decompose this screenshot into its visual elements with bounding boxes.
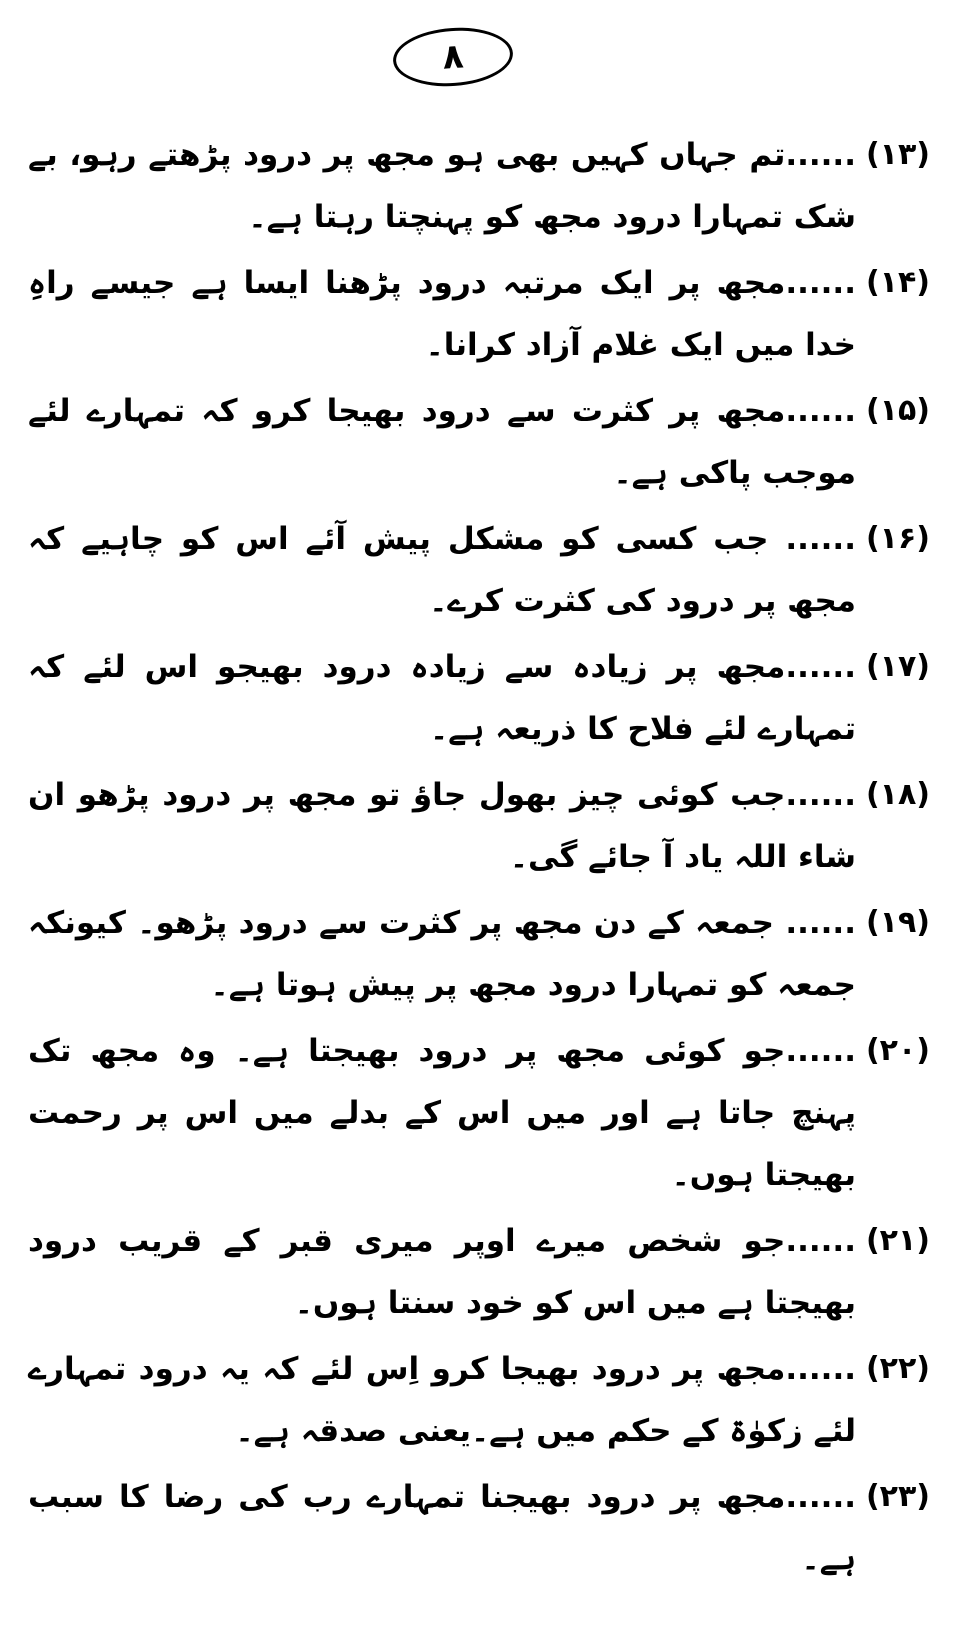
- item-number: (۱۸): [865, 777, 930, 812]
- item-number: (۲۱): [865, 1223, 930, 1258]
- item-number: (۲۲): [865, 1351, 930, 1386]
- item-text: ......مجھ پر زیادہ سے زیادہ درود بھیجو اس لئے کہ تمہارے لئے فلاح کا ذریعہ ہے۔: [28, 649, 856, 747]
- item-text: ......تم جہاں کہیں بھی ہو مجھ پر درود پڑھتے رہو، بے شک تمہارا درود مجھ کو پہنچتا رہتا ہے۔: [28, 137, 856, 235]
- item-number: (۱۵): [865, 393, 930, 428]
- item-number: (۱۹): [865, 905, 930, 940]
- item-text: ...... جمعہ کے دن مجھ پر کثرت سے درود پڑھو۔ کیونکہ جمعہ کو تمہارا درود مجھ پر پیش ہوتا ہے۔: [28, 905, 856, 1003]
- list-item: [28, 636, 930, 760]
- item-text: ...... جب کسی کو مشکل پیش آئے اس کو چاہیے کہ مجھ پر درود کی کثرت کرے۔: [28, 521, 856, 619]
- list-item: [28, 508, 930, 632]
- item-number: (۱۴): [865, 265, 930, 300]
- list-item: [28, 764, 930, 888]
- item-text: ......مجھ پر درود بھیجا کرو اِس لئے کہ یہ درود تمہارے لئے زکوٰۃ کے حکم میں ہے۔یعنی صدقہ ہے۔: [28, 1351, 856, 1449]
- item-text: ......مجھ پر کثرت سے درود بھیجا کرو کہ تمہارے لئے موجب پاکی ہے۔: [28, 393, 856, 491]
- list-item: [28, 1338, 930, 1462]
- hadith-list: [28, 124, 930, 1590]
- item-text: ......جب کوئی چیز بھول جاؤ تو مجھ پر درود پڑھو ان شاء اللہ یاد آ جائے گی۔: [28, 777, 856, 875]
- item-text: ......جو کوئی مجھ پر درود بھیجتا ہے۔ وہ مجھ تک پہنچ جاتا ہے اور میں اس کے بدلے میں اس پر رحمت بھیجتا ہوں۔: [28, 1033, 856, 1193]
- list-item: [28, 380, 930, 504]
- item-number: (۲۳): [865, 1479, 930, 1514]
- list-item: [28, 892, 930, 1016]
- item-number: (۱۳): [865, 137, 930, 172]
- list-item: [28, 252, 930, 376]
- page-number-badge: [391, 24, 515, 90]
- list-item: [28, 1210, 930, 1334]
- item-number: (۱۷): [865, 649, 930, 684]
- item-text: ......مجھ پر ایک مرتبہ درود پڑھنا ایسا ہے جیسے راہِ خدا میں ایک غلام آزاد کرانا۔: [28, 265, 856, 363]
- page-number: ۸: [441, 36, 465, 78]
- item-text: ......مجھ پر درود بھیجنا تمہارے رب کی رضا کا سبب ہے۔: [28, 1479, 856, 1577]
- item-number: (۱۶): [865, 521, 930, 556]
- list-item: [28, 1020, 930, 1206]
- list-item: [28, 124, 930, 248]
- item-number: (۲۰): [865, 1033, 930, 1068]
- list-item: [28, 1466, 930, 1590]
- item-text: ......جو شخص میرے اوپر میری قبر کے قریب درود بھیجتا ہے میں اس کو خود سنتا ہوں۔: [28, 1223, 856, 1321]
